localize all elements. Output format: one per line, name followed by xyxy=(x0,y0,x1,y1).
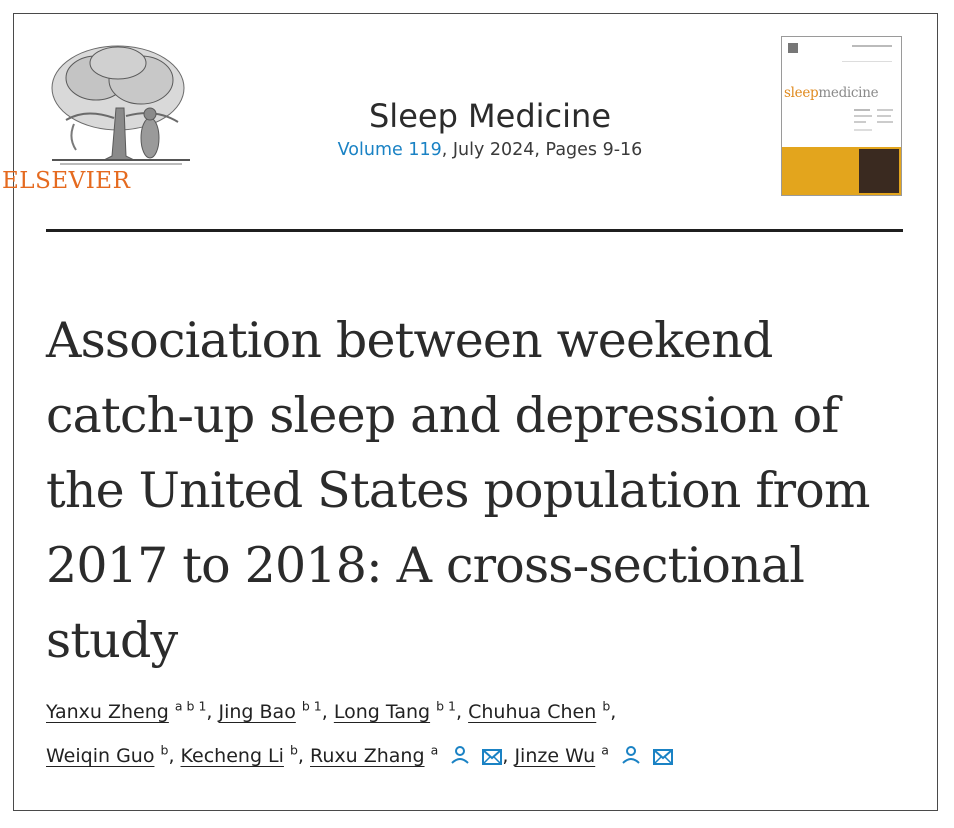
author-affiliation[interactable]: b 1 xyxy=(301,698,322,714)
person-icon[interactable] xyxy=(621,745,641,765)
mail-icon[interactable] xyxy=(482,749,502,765)
author-link[interactable]: Weiqin Guo xyxy=(46,745,155,767)
volume-link[interactable]: Volume 119 xyxy=(337,140,442,160)
journal-title[interactable]: Sleep Medicine xyxy=(368,97,611,135)
author-list xyxy=(46,690,906,778)
mail-icon[interactable] xyxy=(653,749,673,765)
issue-details: , July 2024, Pages 9-16 xyxy=(441,140,643,160)
author-link[interactable]: Jing Bao xyxy=(218,701,296,723)
cover-image xyxy=(859,149,899,193)
journal-cover-thumbnail[interactable] xyxy=(781,36,902,196)
author-affiliation[interactable]: b xyxy=(602,698,611,714)
author-item: Kecheng Li $^b$, xyxy=(180,742,310,767)
author-affiliation[interactable]: b xyxy=(289,742,298,758)
publisher-name: ELSEVIER xyxy=(2,168,131,194)
author-affiliation[interactable]: a xyxy=(601,742,609,758)
person-icon[interactable] xyxy=(450,745,470,765)
journal-info xyxy=(250,96,730,160)
author-link[interactable]: Chuhua Chen xyxy=(468,701,597,723)
cover-header-graphic xyxy=(782,37,902,77)
author-item: Chuhua Chen $^b$, xyxy=(468,698,617,723)
author-affiliation[interactable]: b 1 xyxy=(436,698,456,714)
author-item: Weiqin Guo $^b$, xyxy=(46,742,181,767)
author-item xyxy=(514,742,673,767)
article-title: Association between weekend catch-up sleep and depression of the United States population from 2017 to 2018: A cross-sectional study xyxy=(46,311,870,669)
author-affiliation[interactable]: a xyxy=(430,742,439,758)
author-link[interactable]: Kecheng Li xyxy=(180,745,284,767)
author-link[interactable]: Yanxu Zheng xyxy=(46,701,169,723)
author-affiliation[interactable]: b xyxy=(160,742,169,758)
header-divider xyxy=(46,229,903,232)
author-link[interactable]: Ruxu Zhang xyxy=(310,745,425,767)
author-item: Yanxu Zheng $^{a b 1}$, xyxy=(46,698,219,723)
author-item: Ruxu Zhang $^a$ , xyxy=(310,742,515,767)
author-link[interactable]: Long Tang xyxy=(333,701,431,723)
author-item: Long Tang $^{b 1}$, xyxy=(333,698,469,723)
issue-line xyxy=(250,140,730,160)
author-item: Jing Bao $^{b 1}$, xyxy=(218,698,334,723)
author-affiliation[interactable]: a b 1 xyxy=(174,698,207,714)
cover-journal-title: sleepmedicine xyxy=(784,85,879,101)
author-link[interactable]: Jinze Wu xyxy=(514,745,596,767)
